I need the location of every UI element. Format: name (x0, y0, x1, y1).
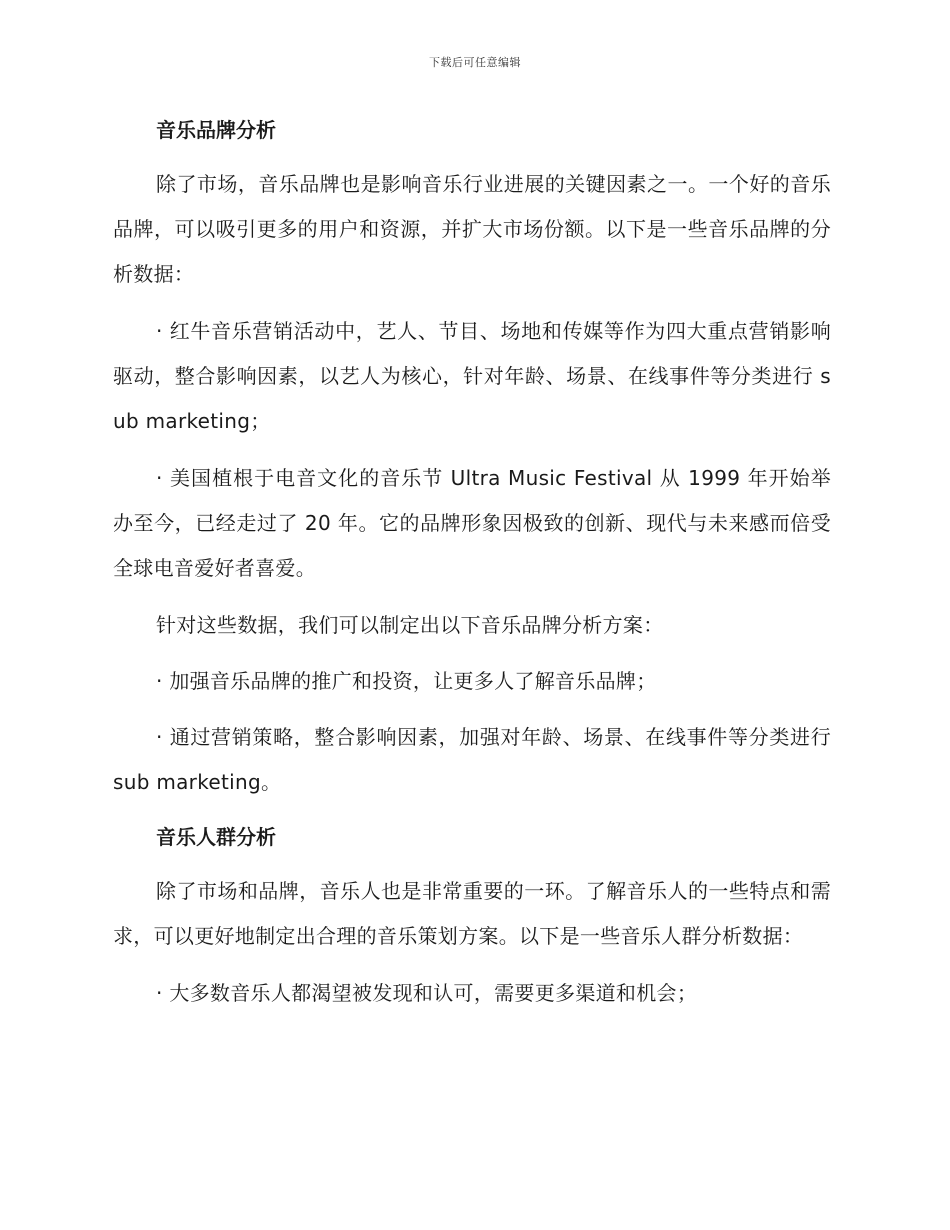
people-bullet-discovery: · 大多数音乐人都渴望被发现和认可，需要更多渠道和机会； (156, 981, 698, 1005)
brand-bullet-ultra: · 美国植根于电音文化的音乐节 Ultra Music Festival 从 1999 年开始举办至今，已经走过了 20 年。它的品牌形象因极致的创新、现代与未来感而倍受全球电音爱好者喜爱。 (113, 466, 831, 580)
document-body (113, 110, 831, 1028)
section-title-brand: 音乐品牌分析 (156, 118, 276, 142)
section-title-people: 音乐人群分析 (156, 825, 276, 849)
brand-bullet-redbull: · 红牛音乐营销活动中，艺人、节目、场地和传媒等作为四大重点营销影响驱动，整合影响因素，以艺人为核心，针对年龄、场景、在线事件等分类进行 sub marketing； (113, 319, 831, 433)
brand-plan-bullet-marketing: · 通过营销策略，整合影响因素，加强对年龄、场景、在线事件等分类进行 sub marketing。 (113, 725, 831, 794)
page-header-note: 下载后可任意编辑 (429, 56, 521, 69)
brand-plan-intro: 针对这些数据，我们可以制定出以下音乐品牌分析方案： (156, 613, 664, 637)
brand-intro-paragraph: 除了市场，音乐品牌也是影响音乐行业进展的关键因素之一。一个好的音乐品牌，可以吸引更多的用户和资源，并扩大市场份额。以下是一些音乐品牌的分析数据： (113, 172, 831, 286)
brand-plan-bullet-promotion: · 加强音乐品牌的推广和投资，让更多人了解音乐品牌； (156, 669, 657, 693)
people-intro-paragraph: 除了市场和品牌，音乐人也是非常重要的一环。了解音乐人的一些特点和需求，可以更好地制定出合理的音乐策划方案。以下是一些音乐人群分析数据： (113, 879, 831, 948)
